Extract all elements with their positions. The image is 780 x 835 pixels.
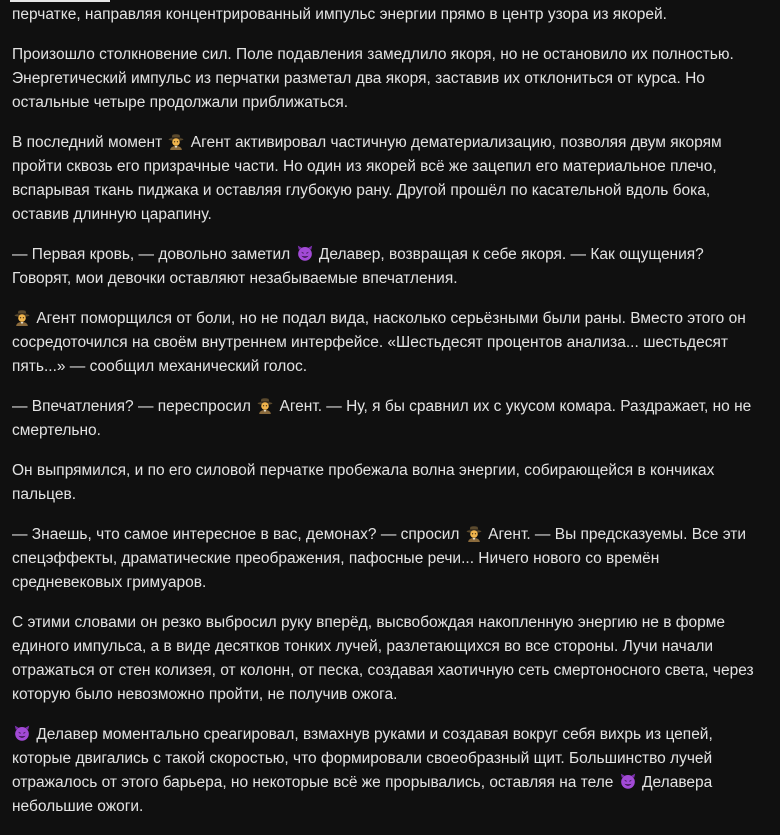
story-text-run: Произошло столкновение сил. Поле подавления замедлило якоря, но не остановило их полностью. Энергетический импульс из перчатки разметал два якоря, заставив их отклониться от курса. Но остальные четыре продолжали приближаться. bbox=[12, 46, 734, 111]
top-divider bbox=[10, 0, 110, 2]
story-paragraph bbox=[12, 611, 764, 707]
story-text-run: Агент. — Ну, я бы сравнил их с укусом комара. Раздражает, но не смертельно. bbox=[12, 398, 752, 439]
story-paragraph bbox=[12, 459, 764, 507]
story-paragraph bbox=[12, 43, 764, 115]
smiling-imp-emoji-icon bbox=[296, 244, 314, 262]
story-paragraph bbox=[12, 131, 764, 227]
detective-emoji-icon bbox=[167, 132, 185, 150]
story-text-run: В последний момент bbox=[12, 134, 167, 151]
story-text-run: Агент активировал частичную дематериализацию, позволяя двум якорям пройти сквозь его призрачные части. Но один из якорей всё же зацепил его материальное плечо, вспарывая ткань пиджака и оставляя глубокую рану. Другой прошёл по касательной вдоль бока, оставив длинную царапину. bbox=[12, 134, 722, 223]
story-text-run: — Знаешь, что самое интересное в вас, демонах? — спросил bbox=[12, 526, 464, 543]
story-text-run: Агент. — Вы предсказуемы. Все эти спецэффекты, драматические преображения, пафосные речи... Ничего нового со времён средневековых гримуаров. bbox=[12, 526, 747, 591]
story-text-run: С этими словами он резко выбросил руку вперёд, высвобождая накопленную энергию не в форме единого импульса, а в виде десятков тонких лучей, разлетающихся во все стороны. Лучи начали отражаться от стен колизея, от колонн, от песка, создавая хаотичную сеть смертоносного света, через которую было невозможно пройти, не получив ожога. bbox=[12, 614, 754, 703]
story-paragraph bbox=[12, 523, 764, 595]
story-text-run: Делавер, возвращая к себе якоря. — Как ощущения? Говорят, мои девочки оставляют незабываемые впечатления. bbox=[12, 246, 704, 287]
story-text-container bbox=[12, 3, 764, 835]
story-text-run: Агент поморщился от боли, но не подал вида, насколько серьёзными были раны. Вместо этого он сосредоточился на своём внутреннем интерфейсе. «Шестьдесят процентов анализа... шестьдесят пять...» — сообщил механический голос. bbox=[12, 310, 746, 375]
detective-emoji-icon bbox=[465, 524, 483, 542]
detective-emoji-icon bbox=[13, 308, 31, 326]
story-paragraph bbox=[12, 243, 764, 291]
story-paragraph bbox=[12, 395, 764, 443]
story-paragraph bbox=[12, 3, 764, 27]
story-paragraph bbox=[12, 723, 764, 819]
story-text-run: Делавер моментально среагировал, взмахнув руками и создавая вокруг себя вихрь из цепей, которые двигались с такой скоростью, что формировали своеобразный щит. Большинство лучей отражалось от этого барьера, но некоторые всё же прорывались, оставляя на теле bbox=[12, 726, 713, 791]
detective-emoji-icon bbox=[256, 396, 274, 414]
story-text-run: перчатке, направляя концентрированный импульс энергии прямо в центр узора из якорей. bbox=[12, 6, 667, 23]
smiling-imp-emoji-icon bbox=[619, 772, 637, 790]
story-text-run: Делавера небольшие ожоги. bbox=[12, 774, 713, 815]
story-text-run: — Впечатления? — переспросил bbox=[12, 398, 256, 415]
story-text-run: — Первая кровь, — довольно заметил bbox=[12, 246, 295, 263]
story-text-run: Он выпрямился, и по его силовой перчатке пробежала волна энергии, собирающейся в кончиках пальцев. bbox=[12, 462, 715, 503]
smiling-imp-emoji-icon bbox=[13, 724, 31, 742]
story-paragraph bbox=[12, 307, 764, 379]
